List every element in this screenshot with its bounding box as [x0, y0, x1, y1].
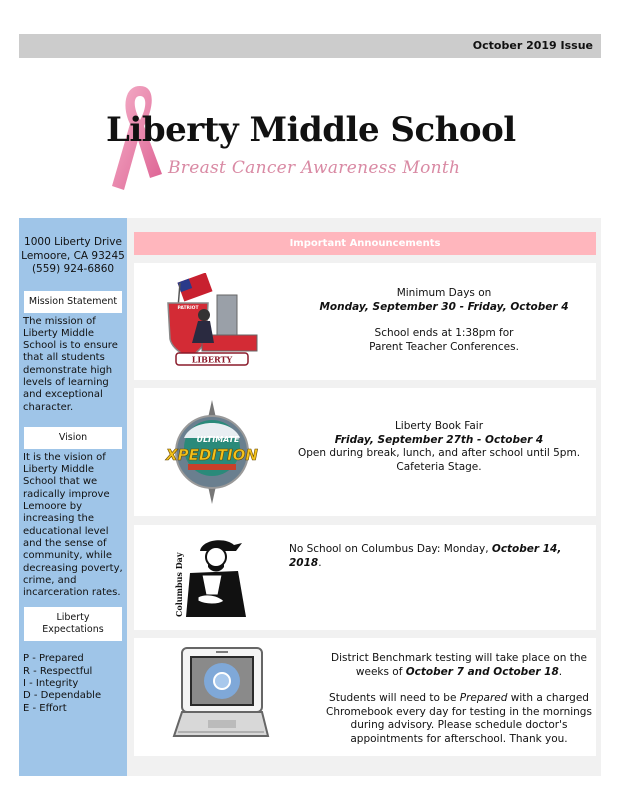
vision-text: It is the vision of Liberty Middle School that we radically improve Lemoore by increasing the educational level and the sense of community, while decreasing poverty, crime, and incarceration rates. [23, 451, 123, 599]
announcement-line: Parent Teacher Conferences. [369, 340, 519, 353]
announcement-text [299, 287, 589, 354]
announcement-card-columbus-day [134, 525, 596, 630]
announcement-dates: Friday, September 27th - October 4 [334, 433, 544, 446]
announcements-panel [127, 218, 601, 776]
mission-text: The mission of Liberty Middle School is to ensure that all students demonstrate high levels of learning and exceptional character. [23, 315, 118, 413]
liberty-patriot-logo-icon [162, 273, 262, 368]
text-span: Students will need to be [329, 692, 460, 704]
announcement-card-minimum-days [134, 263, 596, 380]
announcement-card-book-fair [134, 388, 596, 516]
columbus-day-illustration-icon [172, 535, 254, 619]
announcement-line: Cafeteria Stage. [396, 460, 482, 473]
announcement-line: during advisory. Please schedule doctor's [350, 719, 568, 731]
mission-heading: Mission Statement [24, 291, 122, 313]
announcement-date: October 14, 2018 [289, 543, 562, 569]
announcement-text [284, 420, 594, 474]
awareness-subtitle: Breast Cancer Awareness Month [168, 158, 461, 178]
announcement-line: District Benchmark testing will take place on the [331, 652, 587, 664]
logo-label: LIBERTY [191, 354, 233, 365]
text-span: weeks of [355, 665, 406, 678]
announcement-punct: . [318, 556, 322, 569]
logo-banner: PATRIOT [177, 306, 199, 311]
phone-number: (559) 924-6860 [31, 263, 115, 275]
school-name: Liberty Middle School [106, 110, 516, 150]
announcement-text [289, 543, 589, 570]
expectations-heading [24, 607, 122, 641]
expectation-item: E - Effort [23, 702, 67, 714]
expectation-item: I - Integrity [23, 678, 79, 690]
expectations-heading-line-1: Liberty [56, 612, 90, 624]
issue-label: October 2019 Issue [472, 39, 593, 52]
announcement-text [324, 652, 594, 746]
text-span: . [558, 665, 563, 678]
vision-heading: Vision [24, 427, 122, 449]
address-line-2: Lemoore, CA 93245 [21, 249, 125, 262]
sidebar [19, 218, 127, 776]
xpedition-label: XPEDITION [166, 446, 258, 464]
testing-dates: October 7 and October 18 [405, 665, 559, 678]
expectation-item: P - Prepared [23, 653, 84, 665]
text-span: with a charged [507, 692, 589, 704]
announcement-line: Open during break, lunch, and after school until 5pm. [297, 447, 581, 459]
announcement-line: No School on Columbus Day: Monday, [289, 543, 492, 555]
announcement-line: Liberty Book Fair [394, 420, 484, 432]
expectation-item: R - Respectful [23, 665, 93, 677]
expectation-item: D - Dependable [23, 690, 102, 702]
expectations-heading-line-2: Expectations [42, 624, 104, 636]
school-banner [100, 78, 520, 198]
chromebook-laptop-icon [172, 646, 270, 741]
columbus-day-label: Columbus Day [174, 552, 184, 617]
issue-bar [19, 34, 601, 58]
announcement-card-benchmark-testing [134, 638, 596, 756]
announcement-line: Minimum Days on [396, 287, 492, 299]
expectations-list [19, 653, 127, 714]
announcement-line [324, 666, 594, 680]
school-address [19, 236, 127, 277]
announcement-line: School ends at 1:38pm for [374, 327, 514, 339]
address-line-1: 1000 Liberty Drive [24, 236, 122, 248]
book-fair-xpedition-logo-icon [162, 398, 262, 506]
announcement-dates: Monday, September 30 - Friday, October 4 [319, 300, 569, 313]
prepared-emphasis: Prepared [459, 692, 508, 704]
announcement-line: Chromebook every day for testing in the mornings [326, 705, 592, 718]
announcement-line [324, 692, 594, 706]
announcement-line: appointments for afterschool. Thank you. [350, 732, 568, 745]
xpedition-top-label: ULTIMATE [196, 435, 240, 444]
announcements-heading: Important Announcements [134, 232, 596, 255]
